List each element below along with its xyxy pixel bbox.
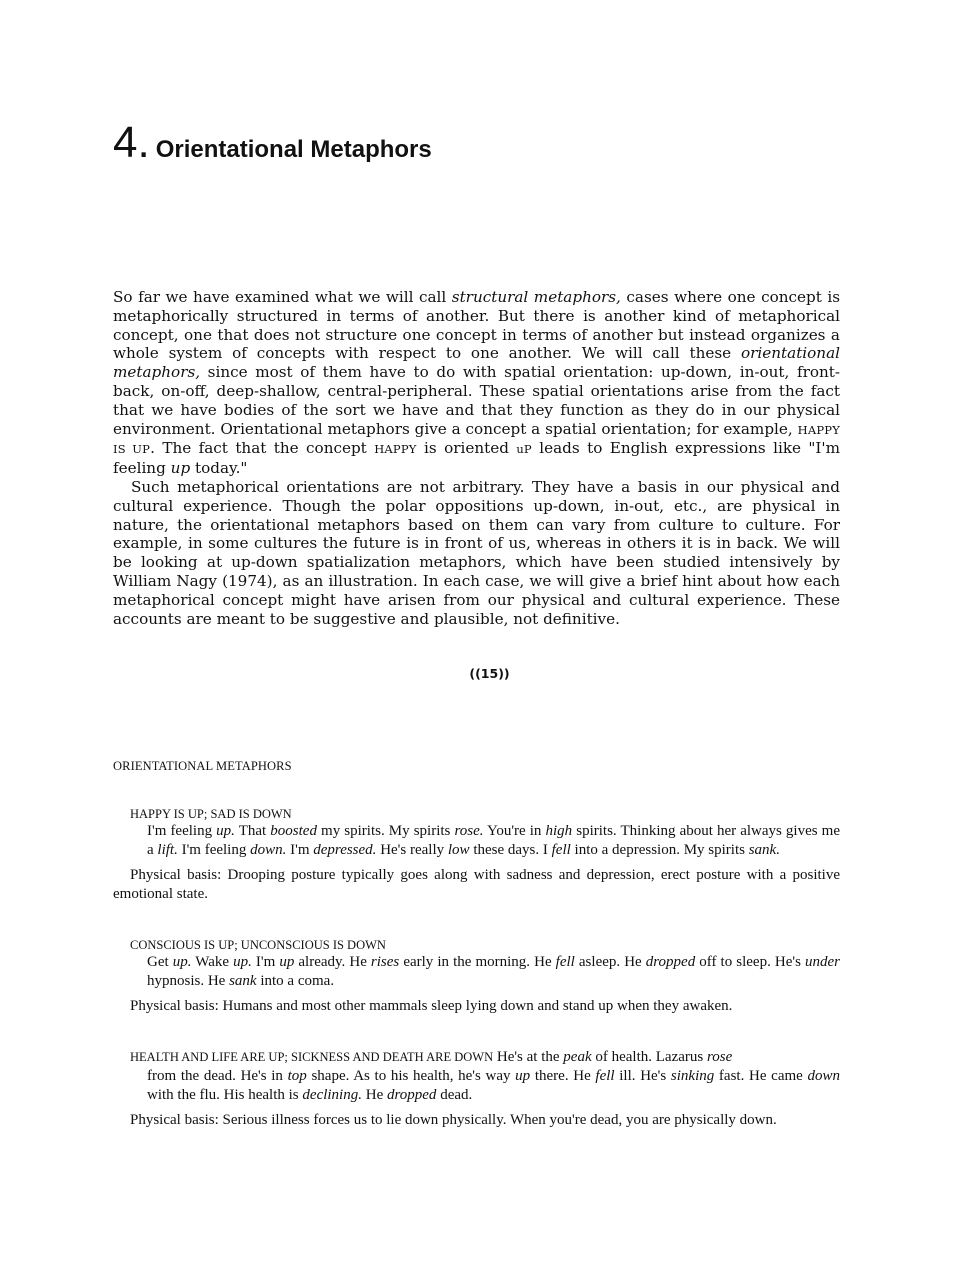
running-head: ORIENTATIONAL METAPHORS [113, 759, 292, 773]
metaphor-label: HEALTH AND LIFE ARE UP; SICKNESS AND DEATH ARE DOWN [130, 1050, 494, 1064]
metaphor-label: HAPPY IS UP; SAD IS DOWN [130, 807, 292, 821]
metaphor-examples: I'm feeling up. That boosted my spirits. My spirits rose. You're in high spirits. Thinking about her always gives me a lift. I'm feeling down. I'm depressed. He's really low these days. I fell into a depression. My spirits sank. [147, 823, 840, 858]
physical-basis: Physical basis: Drooping posture typically goes along with sadness and depression, erect posture with a positive emotional state. [113, 867, 840, 902]
metaphor-examples: from the dead. He's in top shape. As to his health, he's way up there. He fell ill. He's sinking fast. He came down with the flu. His health is declining. He dropped dead. [147, 1068, 840, 1103]
chapter-number: 4. [113, 118, 150, 167]
physical-basis: Physical basis: Humans and most other mammals sleep lying down and stand up when they awaken. [130, 998, 733, 1014]
page-number: ((15)) [469, 666, 510, 681]
metaphor-entry: HEALTH AND LIFE ARE UP; SICKNESS AND DEATH ARE DOWN He's at the peak of health. Lazarus rose [130, 1049, 733, 1065]
metaphor-examples: Get up. Wake up. I'm up already. He rises early in the morning. He fell asleep. He dropped off to sleep. He's under hypnosis. He sank into a coma. [147, 954, 840, 989]
chapter-heading [113, 118, 432, 168]
metaphor-label: CONSCIOUS IS UP; UNCONSCIOUS IS DOWN [130, 938, 386, 952]
intro-paragraph-2: Such metaphorical orientations are not arbitrary. They have a basis in our physical and cultural experience. Though the polar oppositions up-down, in-out, etc., are physical in nature, the orientational metaphors based on them can vary from culture to culture. For example, in some cultures the future is in front of us, whereas in others it is in back. We will be looking at up-down spatialization metaphors, which have been studied intensively by William Nagy (1974), as an illustration. In each case, we will give a brief hint about how each metaphorical concept might have arisen from our physical and cultural experience. These accounts are meant to be suggestive and plausible, not definitive. [113, 477, 840, 628]
intro-paragraph-1: So far we have examined what we will call structural metaphors, cases where one concept is metaphorically structured in terms of another. But there is another kind of metaphorical concept, one that does not structure one concept in terms of another but instead organizes a whole system of concepts with respect to one another. We will call these orientational metaphors, since most of them have to do with spatial orientation: up-down, in-out, front-back, on-off, deep-shallow, central-peripheral. These spatial orientations arise from the fact that we have bodies of the sort we have and that they function as they do in our physical environment. Orientational metaphors give a concept a spatial orientation; for example, HAPPY IS UP. The fact that the concept HAPPY is oriented uP leads to English expressions like "I'm feeling up today." [113, 288, 841, 478]
chapter-title: Orientational Metaphors [155, 136, 432, 163]
physical-basis: Physical basis: Serious illness forces us to lie down physically. When you're dead, you are physically down. [130, 1112, 777, 1128]
metaphor-health-up [113, 1048, 840, 1130]
metaphor-conscious-up [113, 937, 840, 1016]
metaphor-happy-up [113, 806, 840, 904]
intro-text [113, 288, 840, 628]
